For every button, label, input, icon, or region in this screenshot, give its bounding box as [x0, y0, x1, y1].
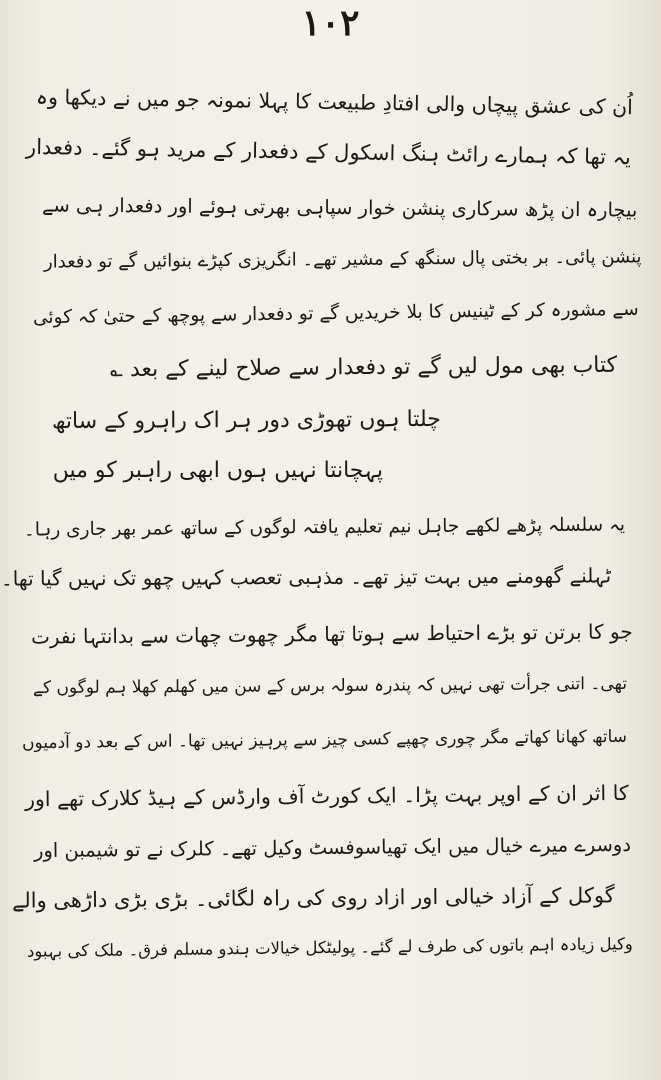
text-line-8: ٹہلنے گھومنے میں بہت تیز تھے۔ مذہبی تعصب کہیں چھو تک نہیں گیا تھا۔ — [0, 563, 612, 591]
text-line-14: گوکل کے آزاد خیالی اور ازاد روی کی راہ لگائی۔ بڑی بڑی داڑھی والے — [12, 883, 616, 913]
text-line-2: یہ تھا کہ ہمارے رائٹ ہنگ اسکول کے دفعدار کے مرید ہو گئے۔ دفعدار — [25, 134, 632, 170]
text-line-15: وکیل زیادہ اہم باتوں کی طرف لے گئے۔ پولیٹکل خیالات ہندو مسلم فرق۔ ملک کی بہبود — [27, 934, 634, 961]
text-line-4: پنشن پائی۔ بر بختی پال سنگھ کے مشیر تھے۔ انگریزی کپڑے بنوائیں گے تو دفعدار — [43, 246, 642, 273]
text-line-5: سے مشورہ کر کے ٹینیس کا بلا خریدیں گے تو دفعدار سے پوچھ کے حتیٰ کہ کوئی — [33, 298, 640, 329]
text-line-12: کا اثر ان کے اوپر بہت پڑا۔ ایک کورٹ آف وارڈس کے ہیڈ کلارک تھے اور — [25, 780, 630, 812]
text-line-13: دوسرے میرے خیال میں ایک تھیاسوفسٹ وکیل تھے۔ کلرک نے تو شیمبن اور — [33, 832, 632, 863]
text-line-3: بیچارہ ان پڑھ سرکاری پنشن خوار سپاہی بھرتی ہوئے اور دفعدار ہی سے — [41, 193, 638, 222]
text-line-11: ساتھ کھانا کھاتے مگر چوری چھپے کسی چیز سے پرہیز نہیں تھا۔ اس کے بعد دو آدمیوں — [21, 726, 628, 754]
verse-line-1: چلتا ہوں تھوڑی دور ہر اک راہرو کے ساتھ — [52, 406, 442, 435]
text-line-9: جو کا برتن تو بڑے احتیاط سے ہوتا تھا مگر چھوت چھات سے بدانتہا نفرت — [31, 619, 634, 649]
text-line-7: یہ سلسلہ پڑھے لکھے جاہل نیم تعلیم یافتہ لوگوں کے ساتھ عمر بھر جاری رہا۔ — [23, 514, 626, 541]
text-line-10: تھی۔ اتنی جرأت تھی نہیں کہ پندرہ سولہ برس کے سن میں کھلم کھلا ہم لوگوں کے — [32, 673, 628, 699]
verse-line-2: پہچانتا نہیں ہوں ابھی راہبر کو میں — [52, 458, 383, 483]
text-line-1: اُن کی عشق پیچاں والی افتادِ طبیعت کا پہلا نمونہ جو میں نے دیکھا وہ — [35, 84, 634, 120]
text-line-6: کتاب بھی مول لیں گے تو دفعدار سے صلاح لینے کے بعد ؎ — [109, 352, 618, 383]
page-number: ۱۰۲ — [301, 2, 360, 44]
